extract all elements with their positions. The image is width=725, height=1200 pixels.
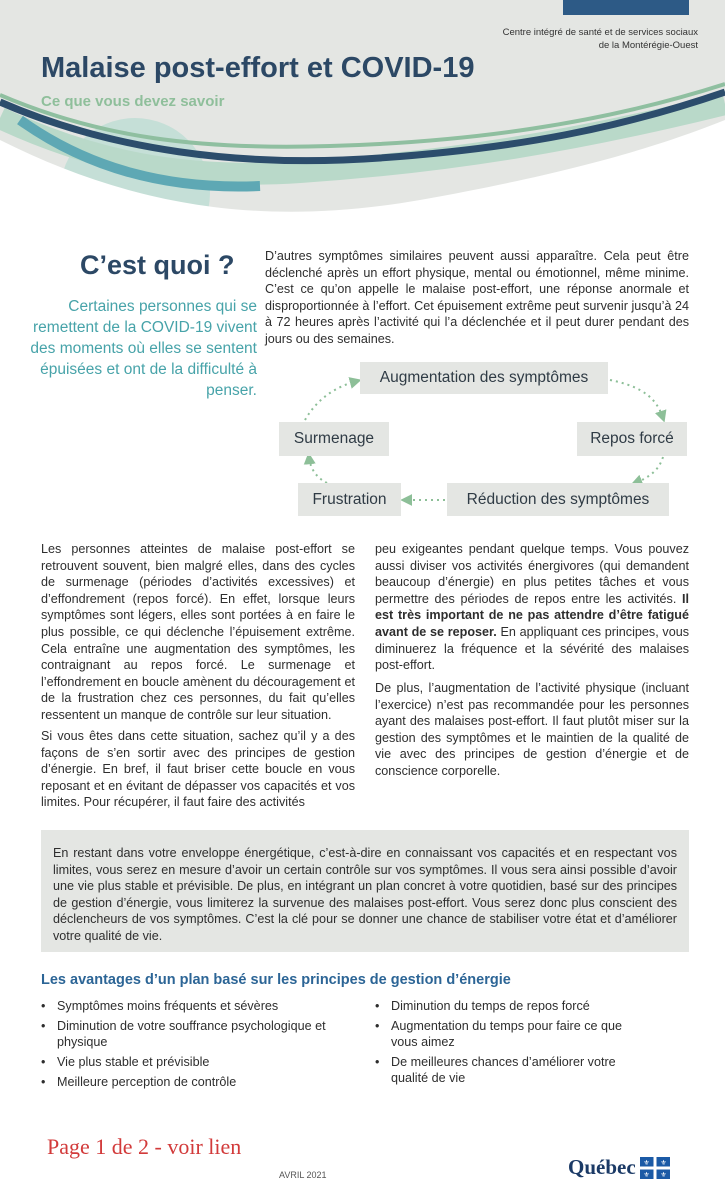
list-item: • Diminution de votre souffrance psychologique et physique: [41, 1018, 341, 1050]
page-note: Page 1 de 2 - voir lien: [47, 1134, 242, 1159]
list-item: • Symptômes moins fréquents et sévères: [41, 998, 341, 1014]
cycle-step-frustration: Frustration: [298, 483, 401, 516]
quebec-logo-text: Québec: [568, 1155, 636, 1179]
advantages-heading: Les avantages d’un plan basé sur les principes de gestion d’énergie: [41, 972, 511, 988]
intro-paragraph: D’autres symptômes similaires peuvent aussi apparaître. Cela peut être déclenché après un effort physique, mental ou émotionnel, même minime. C’est ce qu’on appelle le malaise post-effort, une réponse anormale et disproportionnée à l’effort. Cet épuisement extrême peut survenir jusqu’à 24 à 72 heures après l’activité qui l’a déclenchée et il peut durer pendant des jours ou des semaines.: [265, 249, 689, 346]
list-item: • Augmentation du temps pour faire ce que vous aimez: [375, 1018, 635, 1050]
page-subtitle: Ce que vous devez savoir: [41, 93, 225, 110]
advantages-list-right: [375, 998, 635, 1090]
header-banner: [0, 0, 725, 240]
page-title: Malaise post-effort et COVID-19: [41, 52, 475, 84]
svg-text:⚜: ⚜: [660, 1170, 667, 1179]
intro-text: Certaines personnes qui se remettent de la COVID-19 vivent des moments où elles se sentent épuisées et ont de la difficulté à penser.: [30, 298, 257, 399]
cycle-step-rest: Repos forcé: [577, 422, 687, 456]
body-paragraph-2: Si vous êtes dans cette situation, sachez qu’il y a des façons de s’en sortir avec des principes de gestion d’énergie. En bref, il faut briser cette boucle en vous reposant et en évitant de dépasser vos capacités et vos limites. Pour récupérer, il faut faire des activités: [41, 729, 355, 810]
advantages-list-left: [41, 998, 341, 1094]
list-item: • Diminution du temps de repos forcé: [375, 998, 635, 1014]
svg-text:⚜: ⚜: [660, 1158, 667, 1167]
callout-box: [41, 830, 689, 952]
body-paragraph-4: De plus, l’augmentation de l’activité physique (incluant l’exercice) n’est pas recommandée pour les personnes ayant des malaises post-effort. Il faut plutôt miser sur la gestion des symptômes et le maintien de la qualité de vie avec des principes de gestion d’énergie et de conscience corporelle.: [375, 681, 689, 778]
body-paragraph-1: Les personnes atteintes de malaise post-effort se retrouvent souvent, bien malgré elles, dans des cycles de surmenage (périodes d’activités excessives) et d’effondrement (repos forcé). En effet, lorsque leurs symptômes sont légers, elles sont portées à en faire le plus possible, ce qui déclenche l’épuisement extrême. Cela entraîne une augmentation des symptômes, les contraignant au repos forcé. Le surmenage et l’effondrement en boucle amènent du découragement et de la frustration chez ces personnes, du fait qu’elles ressentent un manque de contrôle sur leur situation.: [41, 542, 355, 722]
quebec-logo: [568, 1155, 670, 1180]
cycle-step-increase: Augmentation des symptômes: [360, 362, 608, 394]
important-note: Il est très important de ne pas attendre d’être fatigué avant de se reposer.: [375, 591, 690, 639]
publication-date: AVRIL 2021: [279, 1170, 327, 1180]
cycle-step-overexertion: Surmenage: [279, 422, 389, 456]
section-heading: C’est quoi ?: [80, 250, 235, 280]
list-item: • Meilleure perception de contrôle: [41, 1074, 341, 1090]
callout-text: En restant dans votre enveloppe énergétique, c’est-à-dire en connaissant vos capacités et en respectant vos limites, vous serez en mesure d’avoir un certain contrôle sur vos symptômes. Il vous sera ainsi possible d’avoir une vie plus stable et prévisible. De plus, en intégrant un plan concret à votre quotidien, basé sur des principes de gestion d’énergie, vous limiterez la survenue des malaises post-effort. Vous serez donc plus conscient des déclencheurs de vos symptômes. C’est la clé pour se donner une chance de stabiliser votre état et d’améliorer votre qualité de vie.: [53, 846, 677, 943]
svg-text:⚜: ⚜: [643, 1170, 650, 1179]
cycle-step-reduction: Réduction des symptômes: [447, 483, 669, 516]
organization-name: Centre intégré de santé et de services sociaux de la Montérégie-Ouest: [502, 27, 698, 51]
list-item: • Vie plus stable et prévisible: [41, 1054, 341, 1070]
fleur-de-lis-flag-icon: [640, 1157, 670, 1179]
body-paragraph-3: peu exigeantes pendant quelque temps. Vous pouvez aussi diviser vos activités énergivores (qui demandent beaucoup d’énergie) en plus petites tâches et vous permettre des périodes de repos entre les activités. Il est très important de ne pas attendre d’être fatigué avant de se reposer. En appliquant ces principes, vous diminuerez la fréquence et la sévérité des malaises post-effort.: [375, 542, 690, 673]
list-item: • De meilleures chances d’améliorer votre qualité de vie: [375, 1054, 635, 1086]
svg-text:⚜: ⚜: [643, 1158, 650, 1167]
